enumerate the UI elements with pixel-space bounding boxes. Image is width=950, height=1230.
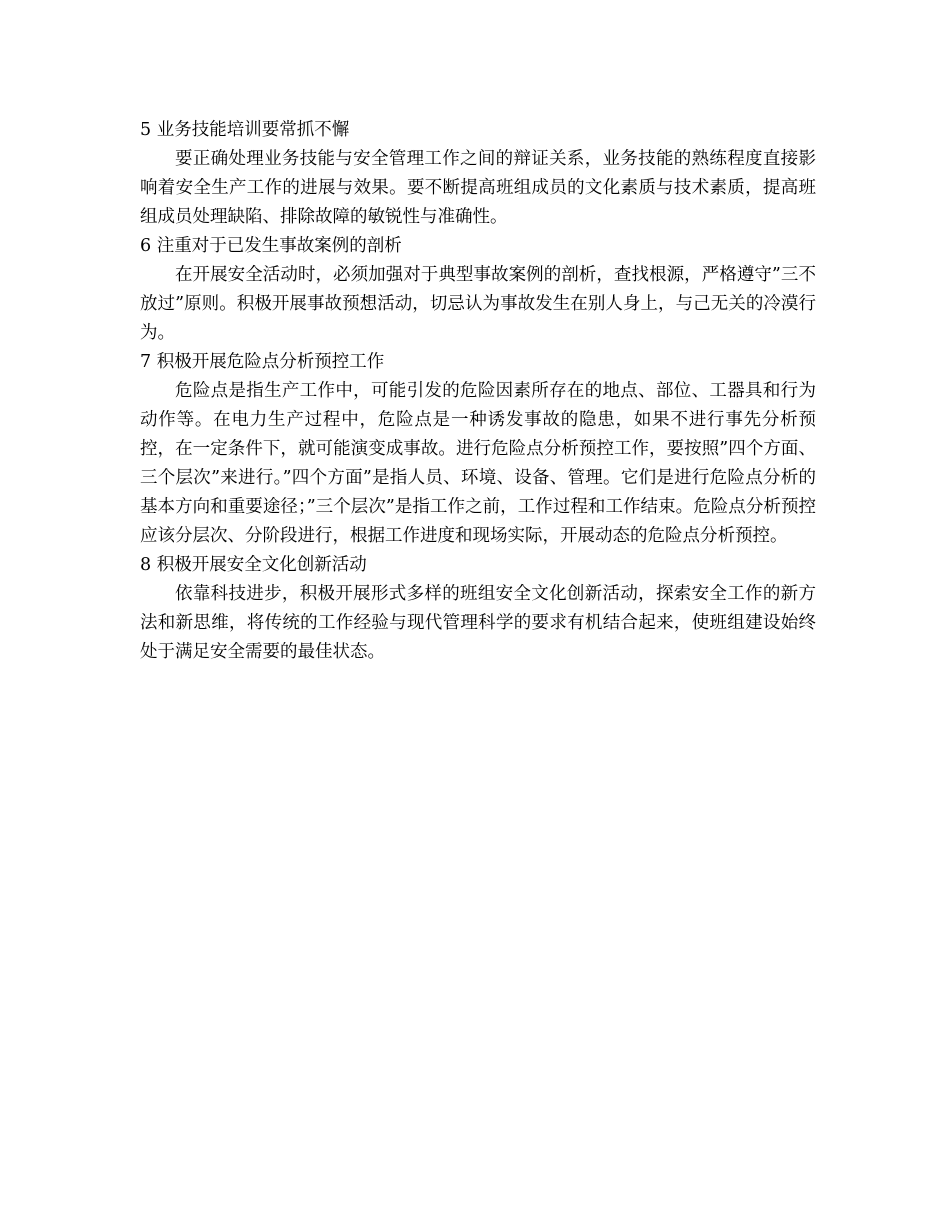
section-heading: 6 注重对于已发生事故案例的剖析: [140, 236, 402, 256]
section-6: [140, 232, 816, 348]
section-paragraph: 在开展安全活动时，必须加强对于典型事故案例的剖析，查找根源，严格遵守”三不放过”原则。积极开展事故预想活动，切忌认为事故发生在别人身上，与己无关的冷漠行为。: [140, 265, 816, 343]
section-heading: 8 积极开展安全文化创新活动: [140, 555, 367, 575]
section-heading: 5 业务技能培训要常抓不懈: [140, 120, 350, 140]
section-paragraph: 危险点是指生产工作中，可能引发的危险因素所存在的地点、部位、工器具和行为动作等。在电力生产过程中，危险点是一种诱发事故的隐患，如果不进行事先分析预控，在一定条件下，就可能演变成事故。进行危险点分析预控工作，要按照”四个方面、三个层次”来进行。”四个方面”是指人员、环境、设备、管理。它们是进行危险点分析的基本方向和重要途径；”三个层次”是指工作之前，工作过程和工作结束。危险点分析预控应该分层次、分阶段进行，根据工作进度和现场实际，开展动态的危险点分析预控。: [140, 381, 816, 546]
section-paragraph: 要正确处理业务技能与安全管理工作之间的辩证关系，业务技能的熟练程度直接影响着安全生产工作的进展与效果。要不断提高班组成员的文化素质与技术素质，提高班组成员处理缺陷、排除故障的敏锐性与准确性。: [140, 149, 816, 227]
document-page: [140, 116, 816, 667]
section-8: [140, 551, 816, 667]
section-7: [140, 348, 816, 551]
section-5: [140, 116, 816, 232]
section-paragraph: 依靠科技进步，积极开展形式多样的班组安全文化创新活动，探索安全工作的新方法和新思维，将传统的工作经验与现代管理科学的要求有机结合起来，使班组建设始终处于满足安全需要的最佳状态。: [140, 584, 816, 662]
section-heading: 7 积极开展危险点分析预控工作: [140, 352, 385, 372]
